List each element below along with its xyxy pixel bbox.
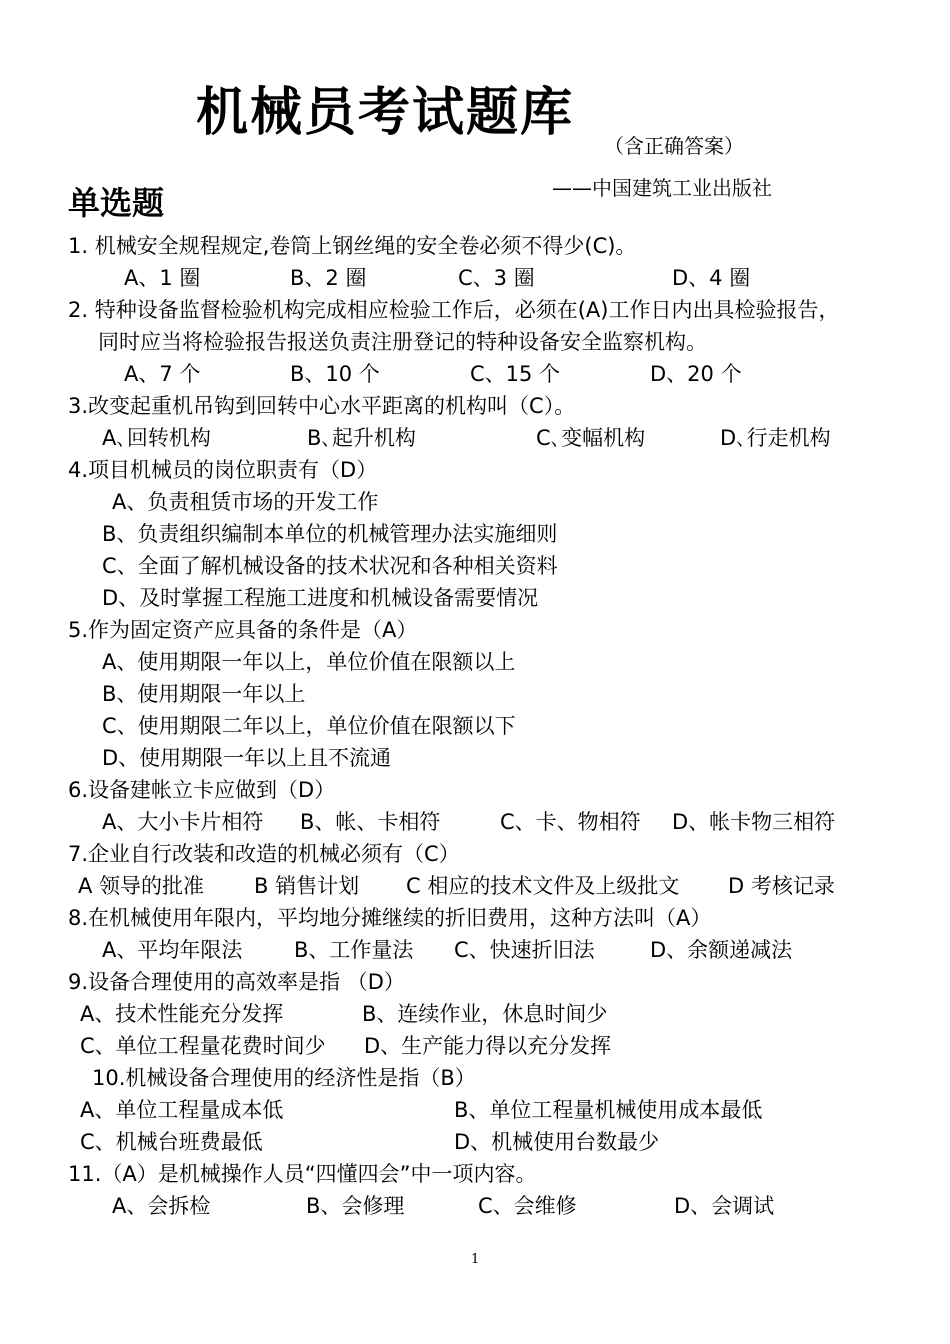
question-6: 6.设备建帐立卡应做到（D） <box>68 778 336 802</box>
question-2-option-c: C、15 个 <box>470 362 561 386</box>
question-10: 10.机械设备合理使用的经济性是指（B） <box>92 1066 476 1090</box>
question-1-option-a: A、1 圈 <box>124 266 201 290</box>
question-5-option-c: C、使用期限二年以上，单位价值在限额以下 <box>102 714 516 738</box>
question-2-option-b: B、10 个 <box>290 362 380 386</box>
question-5-option-b: B、使用期限一年以上 <box>102 682 306 706</box>
question-9-option-a: A、技术性能充分发挥 <box>80 1002 284 1026</box>
question-7-option-d: D 考核记录 <box>728 874 835 898</box>
question-10-option-a: A、单位工程量成本低 <box>80 1098 284 1122</box>
page-number: 1 <box>471 1252 480 1267</box>
question-2-option-d: D、20 个 <box>650 362 742 386</box>
question-3-option-c: C､变幅机构 <box>536 426 646 450</box>
question-2-option-a: A、7 个 <box>124 362 201 386</box>
question-11: 11.（A）是机械操作人员“四懂四会”中一项内容。 <box>68 1162 537 1186</box>
question-3-option-b: B､起升机构 <box>307 426 416 450</box>
question-4-option-b: B、负责组织编制本单位的机械管理办法实施细则 <box>102 522 558 546</box>
question-3-option-d: D､行走机构 <box>720 426 831 450</box>
question-5-option-a: A、使用期限一年以上，单位价值在限额以上 <box>102 650 516 674</box>
question-11-option-a: A、会拆检 <box>112 1194 211 1218</box>
question-1: 1. 机械安全规程规定,卷筒上钢丝绳的安全卷必须不得少(C)。 <box>68 234 637 258</box>
question-6-option-a: A、大小卡片相符 <box>102 810 264 834</box>
question-5-option-d: D、使用期限一年以上且不流通 <box>102 746 392 770</box>
page-subtitle: （含正确答案） <box>604 134 744 158</box>
question-1-option-b: B、2 圈 <box>290 266 367 290</box>
publisher: ——中国建筑工业出版社 <box>552 176 772 200</box>
question-6-option-c: C、卡、物相符 <box>500 810 641 834</box>
question-8-option-c: C、快速折旧法 <box>454 938 595 962</box>
question-6-option-d: D、帐卡物三相符 <box>672 810 836 834</box>
question-2: 2. 特种设备监督检验机构完成相应检验工作后，必须在(A)工作日内出具检验报告， <box>68 298 840 322</box>
question-5: 5.作为固定资产应具备的条件是（A） <box>68 618 418 642</box>
question-7-option-a: A 领导的批准 <box>78 874 205 898</box>
question-10-option-b: B、单位工程量机械使用成本最低 <box>454 1098 763 1122</box>
question-8-option-d: D、余额递减法 <box>650 938 793 962</box>
question-8-option-b: B、工作量法 <box>294 938 414 962</box>
question-9-option-b: B、连续作业，休息时间少 <box>362 1002 608 1026</box>
question-9-option-d: D、生产能力得以充分发挥 <box>364 1034 612 1058</box>
question-4-option-c: C、全面了解机械设备的技术状况和各种相关资料 <box>102 554 558 578</box>
question-4-option-a: A、负责租赁市场的开发工作 <box>112 490 379 514</box>
question-11-option-b: B、会修理 <box>306 1194 405 1218</box>
question-11-option-c: C、会维修 <box>478 1194 577 1218</box>
question-9-option-c: C、单位工程量花费时间少 <box>80 1034 326 1058</box>
question-3-option-a: A､回转机构 <box>102 426 211 450</box>
question-1-option-d: D、4 圈 <box>672 266 751 290</box>
question-10-option-d: D、机械使用台数最少 <box>454 1130 660 1154</box>
question-1-option-c: C、3 圈 <box>458 266 535 290</box>
question-11-option-d: D、会调试 <box>674 1194 775 1218</box>
question-7-option-b: B 销售计划 <box>254 874 360 898</box>
question-9: 9.设备合理使用的高效率是指 （D） <box>68 970 405 994</box>
question-10-option-c: C、机械台班费最低 <box>80 1130 263 1154</box>
question-4: 4.项目机械员的岗位职责有（D） <box>68 458 378 482</box>
page-title: 机械员考试题库 <box>196 83 575 143</box>
question-2-line-2: 同时应当将检验报告报送负责注册登记的特种设备安全监察机构。 <box>98 330 707 354</box>
question-4-option-d: D、及时掌握工程施工进度和机械设备需要情况 <box>102 586 539 610</box>
question-7: 7.企业自行改装和改造的机械必须有（C） <box>68 842 460 866</box>
question-8-option-a: A、平均年限法 <box>102 938 243 962</box>
question-3: 3.改变起重机吊钩到回转中心水平距离的机构叫（C）。 <box>68 394 576 418</box>
question-8: 8.在机械使用年限内，平均地分摊继续的折旧费用，这种方法叫（A） <box>68 906 712 930</box>
question-6-option-b: B、帐、卡相符 <box>300 810 441 834</box>
question-7-option-c: C 相应的技术文件及上级批文 <box>406 874 680 898</box>
section-heading: 单选题 <box>68 184 165 222</box>
